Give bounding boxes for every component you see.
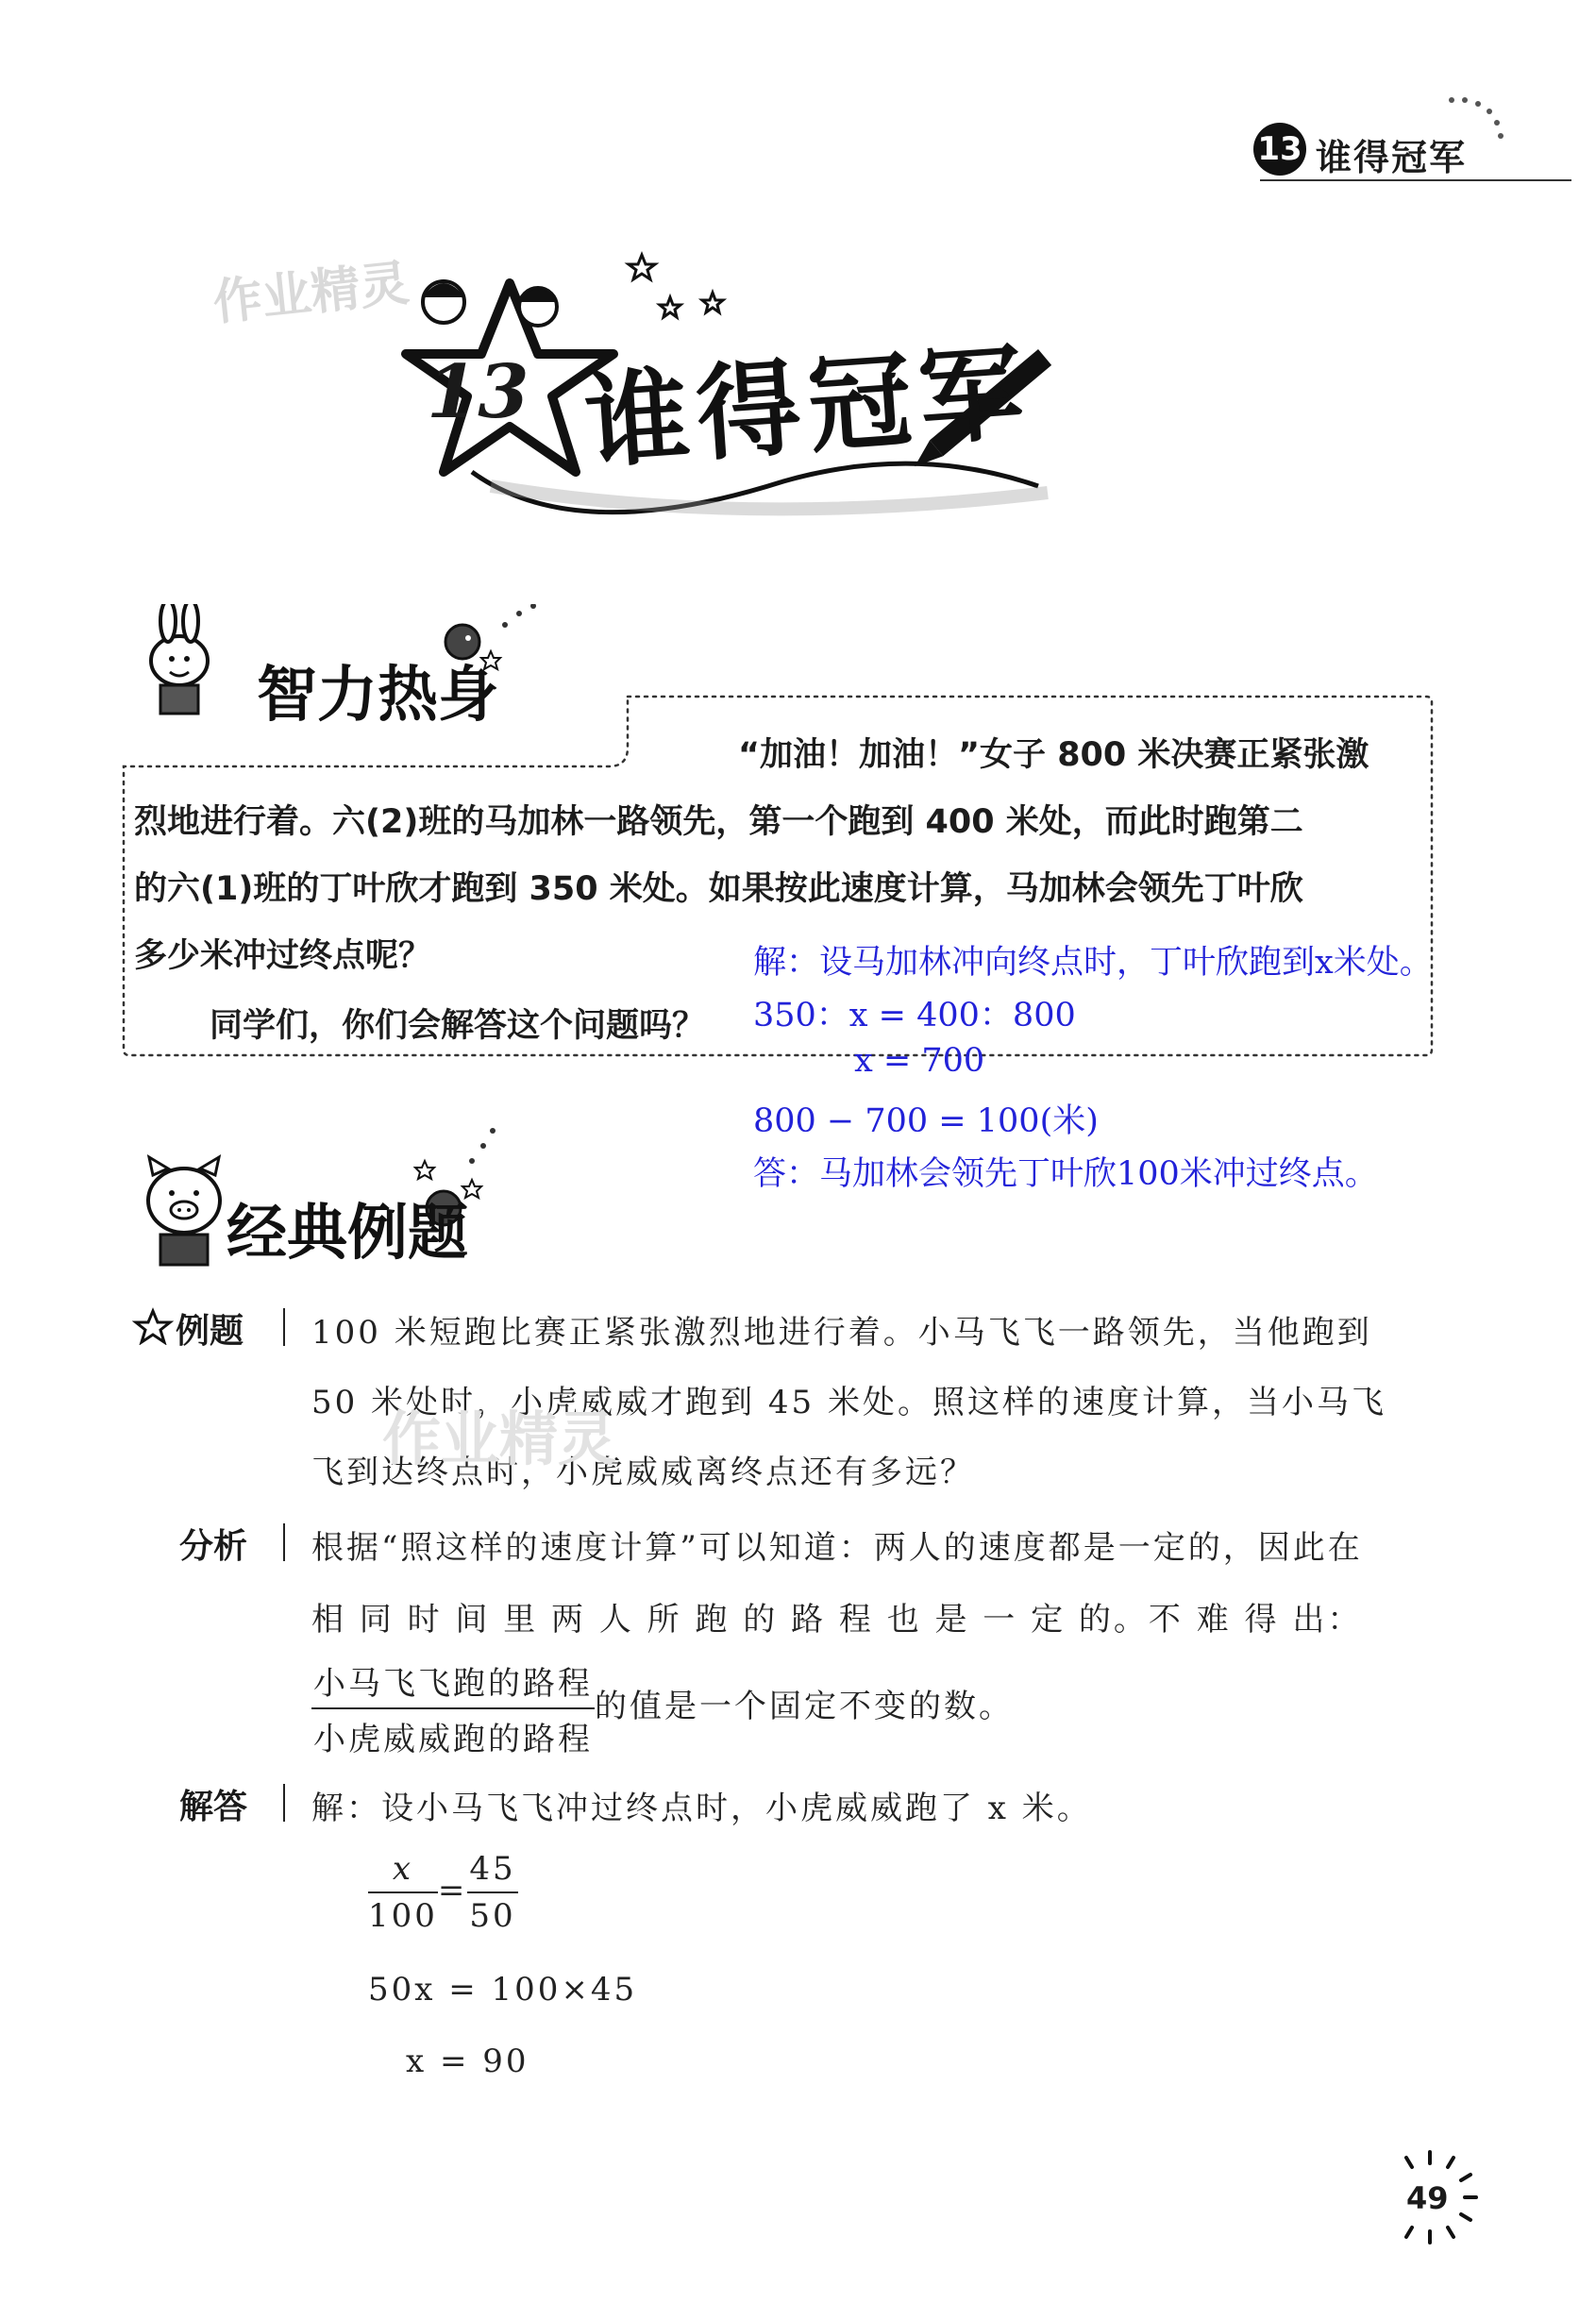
answer-label: 解答 <box>179 1788 248 1826</box>
header-rule <box>1260 179 1571 181</box>
equation-1 <box>368 1850 518 1935</box>
lesson-number-badge: 13 <box>1253 123 1306 176</box>
example-label: 例题 <box>176 1312 244 1351</box>
example-line-2: 50 米处时，小虎威威才跑到 45 米处。照这样的速度计算，当小马飞 <box>311 1384 1386 1421</box>
warmup-line-1: “加油！加油！”女子 800 米决赛正紧张激 <box>738 736 1369 774</box>
analysis-fraction-numerator: 小马飞飞跑的路程 <box>311 1657 595 1709</box>
example-label-divider <box>283 1308 285 1346</box>
equation-1-left-numerator: x <box>368 1850 438 1893</box>
page-number: 49 <box>1406 2180 1449 2216</box>
analysis-fraction <box>311 1657 595 1759</box>
example-line-1: 100 米短跑比赛正紧张激烈地进行着。小马飞飞一路领先，当他跑到 <box>311 1314 1372 1352</box>
analysis-line-2: 相 同 时 间 里 两 人 所 跑 的 路 程 也 是 一 定 的。不 难 得 出： <box>311 1601 1363 1639</box>
star-icon <box>132 1307 174 1345</box>
analysis-fraction-tail: 的值是一个固定不变的数。 <box>595 1688 1014 1725</box>
equation-1-right-numerator: 45 <box>467 1850 517 1893</box>
answer-line-3: x = 700 <box>854 1042 985 1080</box>
equation-1-right-fraction <box>467 1850 517 1935</box>
warmup-heading: 智力热身 <box>257 661 498 731</box>
answer-line-4: 800 − 700 = 100(米) <box>753 1102 1099 1140</box>
equation-1-equals: = <box>437 1872 468 1909</box>
warmup-line-3: 的六(1)班的丁叶欣才跑到 350 米处。如果按此速度计算，马加林会领先丁叶欣 <box>134 870 1303 908</box>
example-heading: 经典例题 <box>227 1199 468 1269</box>
warmup-line-4: 多少米冲过终点呢？ <box>134 937 432 975</box>
equation-2: 50x = 100×45 <box>368 1971 638 2009</box>
warmup-question: 同学们，你们会解答这个问题吗？ <box>210 1007 706 1045</box>
answer-line-2: 350：x = 400：800 <box>753 997 1076 1034</box>
page-title: 谁得冠军 <box>581 331 1034 483</box>
warmup-line-2: 烈地进行着。六(2)班的马加林一路领先，第一个跑到 400 米处，而此时跑第二 <box>134 803 1303 841</box>
equation-1-left-denominator: 100 <box>368 1897 438 1935</box>
example-line-3: 飞到达终点时，小虎威威离终点还有多远？ <box>311 1454 975 1491</box>
equation-1-left-fraction <box>368 1850 438 1935</box>
answer-line-1: 解：设马加林冲向终点时，丁叶欣跑到x米处。 <box>753 944 1433 982</box>
header-dots-decoration <box>1442 91 1518 166</box>
watermark-top: 作业精灵 <box>210 255 412 332</box>
analysis-fraction-expression <box>311 1657 1014 1759</box>
answer-label-divider <box>283 1784 285 1822</box>
answer-line-5: 答：马加林会领先丁叶欣100米冲过终点。 <box>753 1155 1378 1193</box>
banner-number: 13 <box>427 349 529 435</box>
header-lesson-title: 谁得冠军 <box>1316 137 1468 178</box>
equation-3: x = 90 <box>406 2043 529 2080</box>
watermark-middle: 作业精灵 <box>382 1404 617 1473</box>
analysis-line-1: 根据“照这样的速度计算”可以知道：两人的速度都是一定的，因此在 <box>311 1529 1363 1567</box>
equation-1-right-denominator: 50 <box>469 1897 516 1935</box>
analysis-label-divider <box>283 1523 285 1561</box>
answer-intro: 解：设小马飞飞冲过终点时，小虎威威跑了 x 米。 <box>311 1790 1092 1827</box>
analysis-fraction-denominator: 小虎威威跑的路程 <box>313 1721 593 1758</box>
analysis-label: 分析 <box>179 1527 248 1566</box>
